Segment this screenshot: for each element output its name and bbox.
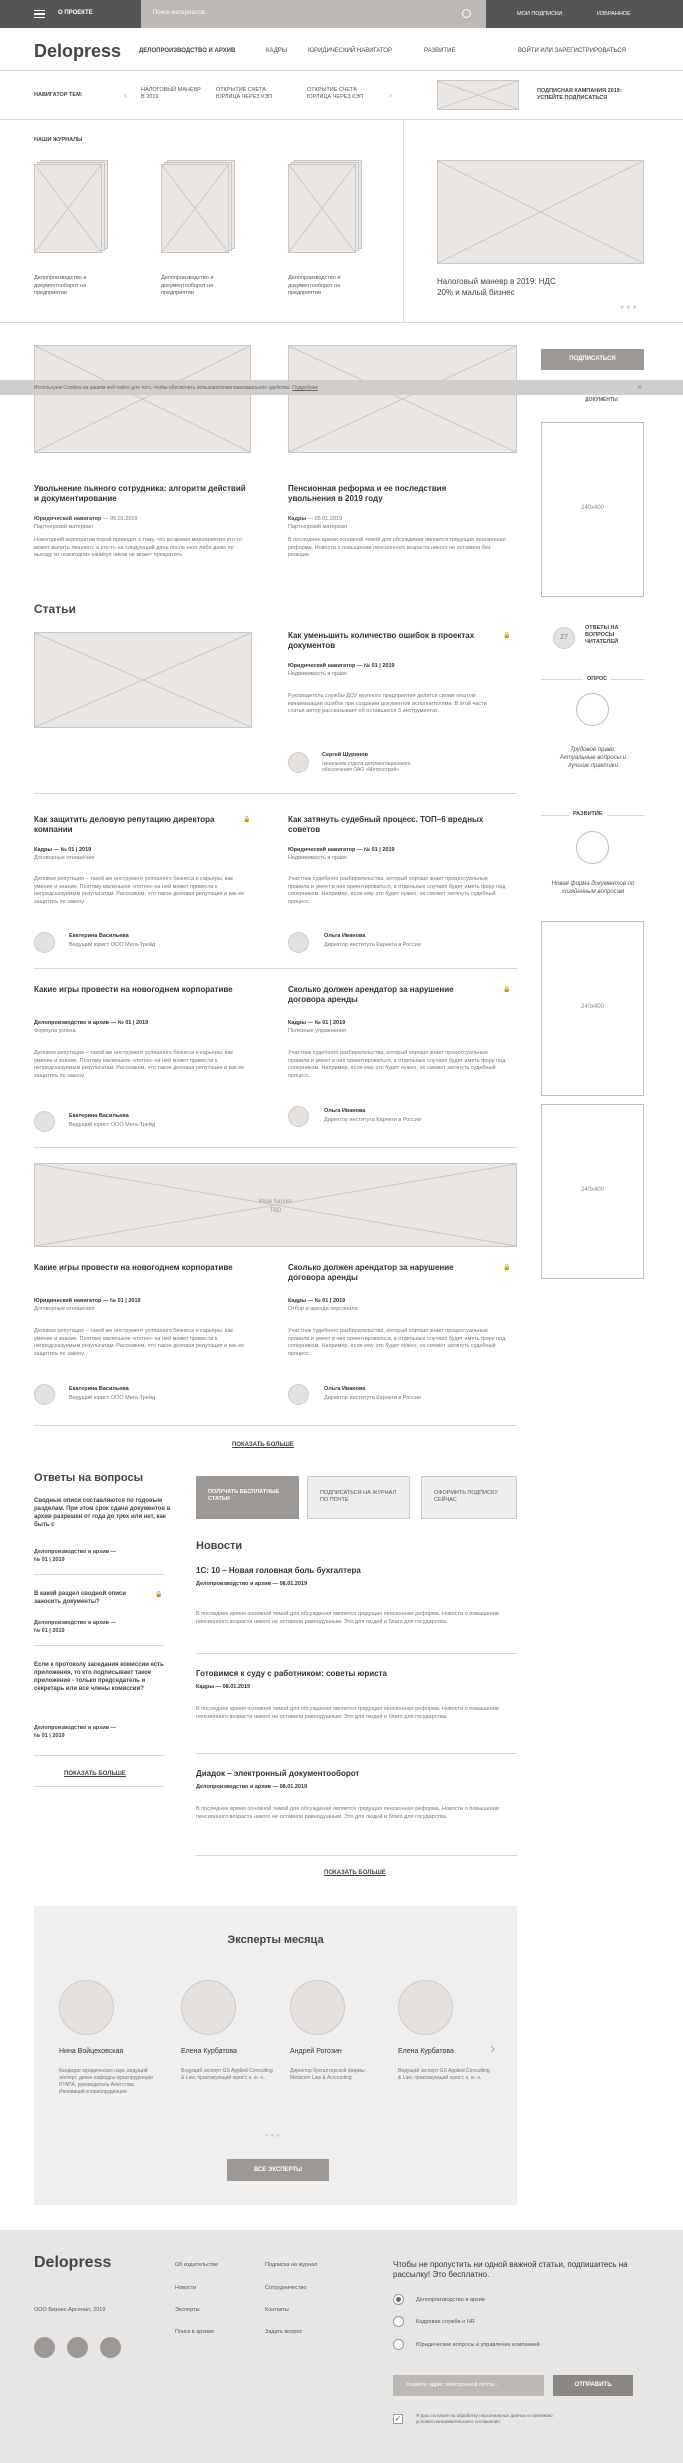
divider: [34, 1147, 517, 1148]
promo-text[interactable]: ПОДПИСНАЯ КАМПАНИЯ 2019: УСПЕЙТЕ ПОДПИСАТЬСЯ: [537, 88, 622, 101]
article-text: Участник судебного разбирательства, который хорошо знает процессуальные правила и умеет в них ориентироваться, в отдельных случаях будет иметь фору над соперником. Например, если ему это будет нужно, он сможет затянуть судебный процесс.: [288, 876, 506, 905]
show-more-qa-link[interactable]: ПОКАЗАТЬ БОЛЬШЕ: [64, 1771, 126, 1777]
article-meta: Юридический навигатор — № 01 | 2019: [34, 1298, 141, 1304]
chevron-right-icon[interactable]: ›: [490, 2040, 496, 2057]
development-icon[interactable]: [576, 831, 609, 864]
divider: [196, 1855, 517, 1856]
divider: [34, 1574, 164, 1575]
expert-description: Директор бухгалтерской фирмы Metacom Law & Accounting: [290, 2068, 365, 2081]
newsletter-option[interactable]: Кадровая служба и HR: [416, 2319, 475, 2325]
author-role: Директор института Карнеги в России: [324, 942, 421, 948]
article-tag: Отбор и аренда персонала: [288, 1306, 358, 1312]
qa-question[interactable]: В какой раздел сводной описи заносить документы?: [34, 1591, 126, 1605]
newsletter-radio-selected[interactable]: [393, 2294, 404, 2305]
news-item-meta: Делопроизводство и архив — 08.01.2019: [196, 1581, 308, 1587]
newsletter-radio[interactable]: [393, 2316, 404, 2327]
author-name: Екатерина Васильева: [69, 933, 129, 939]
nav-development[interactable]: РАЗВИТИЕ: [424, 48, 456, 54]
feature-title[interactable]: Налоговый маневр в 2019: НДС 20% и малый бизнес: [437, 277, 556, 297]
articles-title: Статьи: [34, 602, 76, 616]
poll-icon[interactable]: [576, 693, 609, 726]
news-item-text: В последнее время основной темой для обсуждения является грядущая пенсионная реформа. Новости о повышении пенсионного возраста никого не оставили равнодушным. Это для людей и благо для государства.: [196, 1806, 499, 1820]
qa-question[interactable]: Сводные описи составляются по годовым разделам. При этом срок сдачи документов в архив разрешен от года до трех или нет, как быть с: [34, 1498, 171, 1528]
banner-size-label: 240x400: [580, 1187, 605, 1193]
ad-banner[interactable]: [541, 1104, 644, 1279]
social-icon[interactable]: [34, 2337, 55, 2358]
divider: [196, 1653, 517, 1654]
banner-size-label: 240x400: [580, 505, 605, 511]
author-name: Екатерина Васильева: [69, 1113, 129, 1119]
expert-name[interactable]: Нина Войцеховская: [59, 2048, 124, 2055]
news-source: Юридический навигатор: [34, 516, 102, 522]
avatar: [34, 1111, 55, 1132]
qa-question[interactable]: Если к протоколу заседания комиссии есть приложения, то кто подписывает такое приложение - только председатель и секретарь или все члены комиссии?: [34, 1662, 164, 1692]
qa-number: № 01 | 2019: [34, 1627, 65, 1634]
footer-link[interactable]: Сотрудничество: [265, 2285, 307, 2291]
nav-archive[interactable]: ДЕЛОПРОИЗВОДСТВО И АРХИВ: [139, 48, 236, 54]
article-text: Участник судебного разбирательства, который хорошо знает процессуальные правила и умеет в них ориентироваться, в отдельных случаях будет иметь фору над соперником. Например, если ему это будет нужно, он сможет затянуть судебный процесс.: [288, 1050, 506, 1079]
article-tag: Договорные отношения: [34, 1306, 95, 1312]
article-text: Деловая репутация – такой же инструмент успешного бизнеса и карьеры, как умение и знание. Поэтому маленькое «пятно» на ней может привести к непредсказуемым результатам. Расскажем, что такое деловая репутация и как ее защитить по закону.: [34, 1050, 245, 1079]
article-title[interactable]: Сколько должен арендатор за нарушение договора аренды: [288, 1263, 454, 1282]
footer-link[interactable]: Поиск в архиве: [175, 2329, 215, 2335]
news-item-title[interactable]: Готовимся к суду с работником: советы юриста: [196, 1669, 387, 1678]
banner-size-label: 240x400: [580, 1004, 605, 1010]
chevron-left-icon[interactable]: ‹: [124, 90, 127, 100]
expert-photo[interactable]: [59, 1980, 114, 2035]
lock-icon: 🔒: [243, 817, 251, 823]
nav-legal[interactable]: ЮРИДИЧЕСКИЙ НАВИГАТОР: [308, 48, 392, 54]
theme-item[interactable]: НАЛОГОВЫЙ МАНЕВР В 2019: [141, 87, 201, 100]
social-icon[interactable]: [67, 2337, 88, 2358]
avatar: [34, 1384, 55, 1405]
news-meta: [34, 516, 138, 524]
promo-image: [437, 80, 519, 110]
ad-banner[interactable]: [541, 422, 644, 597]
divider: [34, 968, 517, 969]
news-item-meta: Кадры — 08.01.2019: [196, 1684, 251, 1690]
sidebar-top-label: ДОКУМЕНТЫ: [585, 397, 618, 403]
footer-link[interactable]: Контакты: [265, 2307, 289, 2313]
news-tag: Партнерский материал: [34, 524, 94, 530]
author-name: Сергей Шуринов: [322, 752, 368, 758]
divider: [34, 1645, 164, 1646]
expert-name[interactable]: Елена Курбатова: [398, 2048, 454, 2055]
avatar: [288, 932, 309, 953]
theme-item[interactable]: ОТКРЫТИЕ СЧЕТА ЮРЛИЦА ЧЕРЕЗ КЭП: [216, 87, 273, 100]
news-image[interactable]: [288, 345, 517, 453]
ad-banner[interactable]: [541, 921, 644, 1096]
my-subscriptions-link[interactable]: МОИ ПОДПИСКИ: [517, 11, 563, 17]
qa-meta: [34, 1549, 144, 1564]
cookie-message: Используем Cookies на нашем веб-сайте для того, чтобы обеспечить пользователям максимальное удобство.: [34, 385, 291, 391]
email-field[interactable]: [393, 2375, 544, 2396]
expert-photo[interactable]: [290, 1980, 345, 2035]
news-text: В последнее время основной темой для обсуждения является грядущая пенсионная реформа. Новости о повышении пенсионного возраста никого не оставили без реакции.: [288, 537, 506, 558]
wide-banner-label: [35, 1198, 516, 1216]
subscribe-button[interactable]: ПОДПИСАТЬСЯ: [541, 349, 644, 370]
answers-count: 27: [560, 634, 568, 641]
wide-banner-title: Wide banner: [258, 1199, 293, 1205]
expert-photo[interactable]: [398, 1980, 453, 2035]
qa-source: Делопроизводство и архив —: [34, 1549, 117, 1555]
article-title[interactable]: Сколько должен арендатор за нарушение договора аренды: [288, 985, 454, 1004]
article-text: Руководитель службы ДОУ крупного предприятия делится своим опытом минимизации ошибок при создании документов исполнителями. В этой части статьи автор рассказывает об оставшихся 3 инструментах.: [288, 693, 487, 714]
close-icon[interactable]: ×: [637, 382, 643, 392]
footer-link[interactable]: Задать вопрос: [265, 2329, 303, 2335]
author-role: Директор института Карнеги в России: [324, 1117, 421, 1123]
news-item-meta: Делопроизводство и архив — 08.01.2019: [196, 1784, 308, 1790]
footer-link[interactable]: Эксперты: [175, 2307, 200, 2313]
themes-label: НАВИГАТОР ТЕМ:: [34, 92, 83, 98]
newsletter-option[interactable]: Делопроизводство и архив: [416, 2297, 485, 2303]
divider: [34, 1755, 164, 1756]
journal-title[interactable]: Делопроизводство и документооборот на предприятии: [34, 275, 87, 296]
author-role: Ведущий юрист ООО Мега-Трейд: [69, 942, 156, 948]
newsletter-radio[interactable]: [393, 2339, 404, 2350]
journal-cover[interactable]: [161, 164, 229, 253]
news-item-title[interactable]: Диадок – электронный документооборот: [196, 1769, 360, 1778]
search-icon[interactable]: [462, 9, 471, 18]
divider: [34, 1425, 517, 1426]
qa-number: № 01 | 2019: [34, 1732, 65, 1739]
article-tag: Недвижимость и право: [288, 855, 347, 861]
login-link[interactable]: ВОЙТИ ИЛИ ЗАРЕГИСТРИРОВАТЬСЯ: [518, 48, 626, 54]
show-more-articles-link[interactable]: ПОКАЗАТЬ БОЛЬШЕ: [232, 1442, 294, 1448]
journal-cover[interactable]: [34, 164, 102, 253]
author-name: Ольга Иванова: [324, 933, 366, 939]
development-title: РАЗВИТИЕ: [569, 811, 607, 817]
search-placeholder: Поиск материалов...: [153, 10, 210, 16]
article-feature-title[interactable]: Как уменьшить количество ошибок в проектах документов: [288, 631, 475, 650]
answers-count-badge: [553, 627, 575, 649]
news-section-title: Новости: [196, 1540, 243, 1552]
logo[interactable]: Delopress: [34, 41, 122, 61]
answers-link[interactable]: ОТВЕТЫ НА ВОПРОСЫ ЧИТАТЕЛЕЙ: [585, 625, 619, 645]
article-text: Участник судебного разбирательства, который хорошо знает процессуальные правила и умеет в них ориентироваться, в отдельных случаях будет иметь фору над соперником. Например, если ему это будет нужно, он сможет затянуть судебный процесс.: [288, 1328, 506, 1357]
article-meta: Юридический навигатор — № 01 | 2019: [288, 847, 395, 853]
show-more-news-link[interactable]: ПОКАЗАТЬ БОЛЬШЕ: [324, 1870, 386, 1876]
qa-number: № 01 | 2019: [34, 1556, 65, 1563]
favorites-link[interactable]: ИЗБРАННОЕ: [597, 11, 631, 17]
expert-description: Ведущий эксперт GS Applied Consulting & Law, практикующий юрист, к. ю. н.: [398, 2068, 490, 2081]
lock-icon: 🔒: [503, 987, 511, 993]
theme-item[interactable]: ОТКРЫТИЕ СЧЕТА ЮРЛИЦА ЧЕРЕЗ КЭП: [307, 87, 364, 100]
author-name: Ольга Иванова: [324, 1108, 366, 1114]
footer-link[interactable]: Новости: [175, 2285, 197, 2291]
qa-source: Делопроизводство и архив —: [34, 1725, 117, 1731]
cta-subscribe-mail[interactable]: [307, 1476, 410, 1519]
article-tag: Договорные отношения: [34, 855, 95, 861]
article-meta: Кадры — № 01 | 2019: [288, 1020, 346, 1026]
news-date: — 05.01.2019: [101, 516, 138, 522]
wide-banner-tbd: TBD: [269, 1208, 282, 1214]
article-meta: Юридический навигатор — № 01 | 2019: [288, 663, 395, 669]
newsletter-option[interactable]: Юридические вопросы и управление компанией: [416, 2342, 540, 2348]
article-meta: Кадры — № 01 | 2019: [34, 847, 92, 853]
article-text: Деловая репутация – такой же инструмент успешного бизнеса и карьеры, как умение и знание. Поэтому маленькое «пятно» на ней может привести к непредсказуемым результатам. Расскажем, что такое деловая репутация и как ее защитить по закону.: [34, 1328, 245, 1357]
divider: [0, 119, 683, 120]
author-role: Ведущий юрист ООО Мега-Трейд: [69, 1122, 156, 1128]
news-text: Новогодний корпоратив порой приводит к тому, что во время мероприятия кто-то может выпить лишнего, а кто-то на следующий день после него либо даже по выходу из новогодних каникул никак не может прекратить: [34, 537, 243, 558]
article-meta: Кадры — № 01 | 2019: [288, 1298, 346, 1304]
send-button[interactable]: ОТПРАВИТЬ: [553, 2375, 633, 2396]
author-name: Екатерина Васильева: [69, 1386, 129, 1392]
avatar: [288, 1384, 309, 1405]
article-tag: Формула успеха: [34, 1028, 76, 1034]
author-name: Ольга Иванова: [324, 1386, 366, 1392]
cookie-more-link[interactable]: Подробнее: [292, 385, 319, 391]
article-tag: Полезные упражнения: [288, 1028, 346, 1034]
wide-banner[interactable]: [34, 1163, 517, 1247]
footer-copyright: ООО Бизнес-Арсенал, 2019: [34, 2307, 106, 2313]
qa-title: Ответы на вопросы: [34, 1472, 143, 1484]
article-title[interactable]: Как затянуть судебный процесс. ТОП–6 вредных советов: [288, 815, 484, 834]
vertical-divider: [403, 120, 404, 322]
lock-icon: 🔒: [155, 1592, 163, 1598]
slider-dots[interactable]: ●●●: [265, 2133, 282, 2139]
cta-subscribe-now[interactable]: [421, 1476, 517, 1519]
article-title[interactable]: Какие игры провести на новогоднем корпоративе: [34, 1263, 233, 1272]
lock-icon: 🔒: [503, 633, 511, 639]
article-text: Деловая репутация – такой же инструмент успешного бизнеса и карьеры, как умение и знание. Поэтому маленькое «пятно» на ней может привести к непредсказуемым результатам. Расскажем, что такое деловая репутация и как ее защитить по закону.: [34, 876, 245, 905]
chevron-right-icon[interactable]: ›: [389, 90, 392, 100]
qa-meta: [34, 1725, 144, 1740]
footer-link[interactable]: Об издательстве: [175, 2262, 219, 2268]
footer-logo[interactable]: Delopress: [34, 2254, 112, 2271]
menu-icon[interactable]: [34, 10, 45, 18]
divider: [196, 1753, 517, 1754]
consent-text[interactable]: Я даю согласие на обработку персональных данных и принимаю условия пользовательского соглашения: [416, 2413, 553, 2424]
news-image[interactable]: [34, 345, 251, 453]
avatar: [34, 932, 55, 953]
avatar: [288, 752, 309, 773]
news-date: — 05.01.2019: [306, 516, 343, 522]
lock-icon: 🔒: [503, 1265, 511, 1271]
social-icon[interactable]: [100, 2337, 121, 2358]
divider: [0, 322, 683, 323]
author-role: Ведущий юрист ООО Мега-Трейд: [69, 1395, 156, 1401]
expert-name[interactable]: Елена Курбатова: [181, 2048, 237, 2055]
cta-subscribe-now-label: ОФОРМИТЬ ПОДПИСКУ СЕЙЧАС: [434, 1490, 498, 1503]
newsletter-title: Чтобы не пропустить ни одной важной статьи, подпишитесь на рассылку! Это бесплатно.: [393, 2260, 628, 2279]
all-experts-button[interactable]: ВСЕ ЭКСПЕРТЫ: [227, 2159, 329, 2181]
expert-photo[interactable]: [181, 1980, 236, 2035]
qa-meta: [34, 1620, 144, 1635]
journal-title[interactable]: Делопроизводство и документооборот на предприятии: [161, 275, 214, 296]
journal-title[interactable]: Делопроизводство и документооборот на предприятии: [288, 275, 341, 296]
article-feature-image[interactable]: [34, 632, 252, 728]
expert-description: Ведущий эксперт GS Applied Consulting & Law, практикующий юрист, к. ю. н.: [181, 2068, 273, 2081]
author-role: Директор института Карнеги в России: [324, 1395, 421, 1401]
development-text[interactable]: Новая форма документов по хозяйенным вопросам: [551, 881, 635, 895]
about-link[interactable]: О ПРОЕКТЕ: [58, 10, 93, 16]
news-item-title[interactable]: 1С: 10 – Новая головная боль бухгалтера: [196, 1566, 361, 1575]
footer-link[interactable]: Подписка на журнал: [265, 2262, 318, 2268]
divider: [0, 70, 683, 71]
news-source: Кадры: [288, 516, 307, 522]
expert-name[interactable]: Андрей Рогозин: [290, 2048, 342, 2055]
search-input[interactable]: [141, 0, 486, 28]
author-role: начальник отдела документационного обеспечения ОАО «Метрострой»: [322, 761, 411, 773]
experts-title: Эксперты месяца: [227, 1934, 324, 1946]
qa-source: Делопроизводство и архив —: [34, 1620, 117, 1626]
divider: [34, 793, 517, 794]
email-placeholder: Укажите адрес электронной почты...: [406, 2382, 499, 2388]
article-tag: Недвижимость и право: [288, 671, 347, 677]
feature-image[interactable]: [437, 160, 644, 264]
cookie-text: [34, 385, 318, 391]
journal-cover[interactable]: [288, 164, 356, 253]
expert-description: Кандидат юридических наук, ведущий эксперт, декан кафедры юриспруденции РГАПА, руководитель Агентства Инноваций в юриспруденции: [59, 2068, 153, 2095]
cta-free-articles[interactable]: [196, 1476, 299, 1519]
poll-title: ОПРОС: [583, 676, 611, 682]
article-title[interactable]: Какие игры провести на новогоднем корпоративе: [34, 985, 233, 994]
consent-checkbox[interactable]: ✓: [394, 2414, 402, 2423]
cta-free-articles-label: ПОЛУЧАТЬ БЕСПЛАТНЫЕ СТАТЬИ: [208, 1489, 280, 1502]
avatar: [288, 1106, 309, 1127]
news-item-text: В последнее время основной темой для обсуждения является грядущая пенсионная реформа. Новости о повышении пенсионного возраста никого не оставили равнодушным. Это для людей и благо для государства.: [196, 1706, 499, 1720]
nav-hr[interactable]: КАДРЫ: [266, 48, 288, 54]
news-title[interactable]: Пенсионная реформа и ее последствия увольнения в 2019 году: [288, 484, 447, 503]
divider: [34, 1786, 164, 1787]
poll-text[interactable]: Трудовое право: Актуальные вопросы и лучшие практики: [559, 747, 627, 769]
article-meta: Делопроизводство и архив — № 01 | 2019: [34, 1020, 149, 1026]
news-item-text: В последнее время основной темой для обсуждения является грядущая пенсионная реформа. Новости о повышении пенсионного возраста никого не оставили равнодушным. Это для людей и благо для государства.: [196, 1611, 499, 1625]
slider-dots[interactable]: ●●●: [620, 304, 639, 311]
news-tag: Партнерский материал: [288, 524, 348, 530]
article-title[interactable]: Как защитить деловую репутацию директора компании: [34, 815, 215, 834]
news-title[interactable]: Увольнение пьяного сотрудника: алгоритм действий и документирование: [34, 484, 246, 503]
news-meta: [288, 516, 342, 524]
journals-title: НАШИ ЖУРНАЛЫ: [34, 137, 83, 143]
cta-subscribe-mail-label: ПОДПИСАТЬСЯ НА ЖУРНАЛ ПО ПОЧТЕ: [320, 1490, 397, 1503]
